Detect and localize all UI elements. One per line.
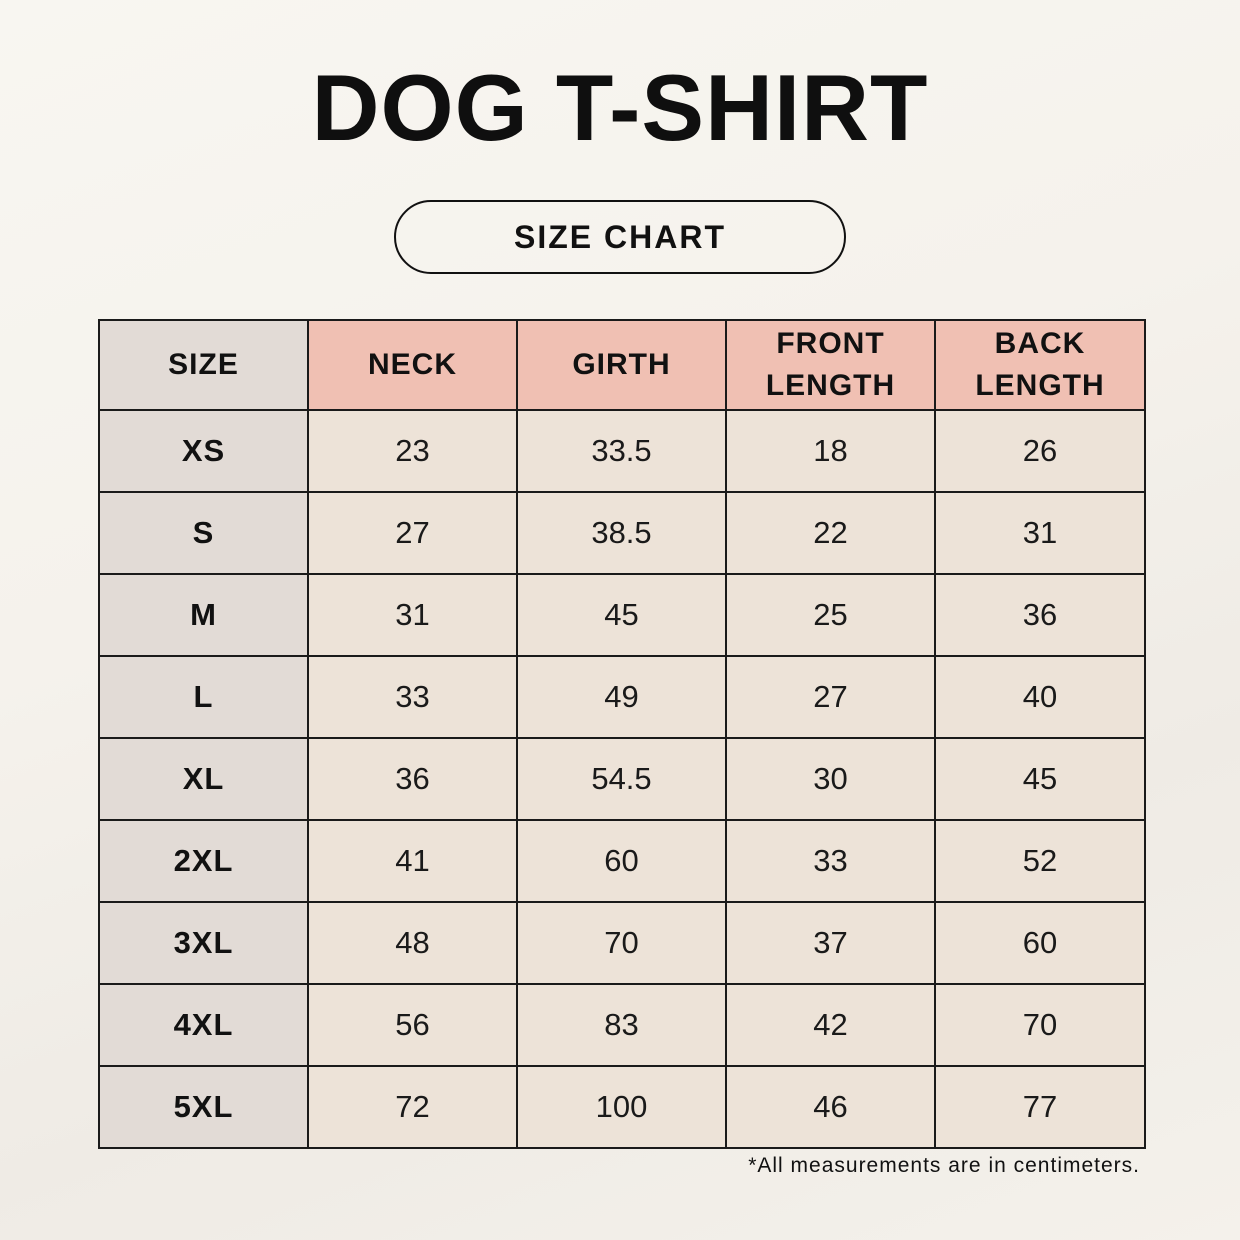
girth-cell: 54.5 bbox=[517, 738, 726, 820]
girth-cell: 83 bbox=[517, 984, 726, 1066]
neck-cell: 27 bbox=[308, 492, 517, 574]
header-label: LENGTH bbox=[975, 369, 1105, 402]
size-chart-badge: SIZE CHART bbox=[394, 200, 846, 274]
girth-cell: 33.5 bbox=[517, 410, 726, 492]
header-label: SIZE bbox=[168, 348, 239, 381]
neck-cell: 33 bbox=[308, 656, 517, 738]
header-label: BACK bbox=[994, 327, 1086, 360]
header-front-length bbox=[726, 320, 935, 410]
measurement-footnote: *All measurements are in centimeters. bbox=[748, 1154, 1140, 1177]
size-table bbox=[98, 319, 1146, 1149]
girth-cell: 60 bbox=[517, 820, 726, 902]
table-row bbox=[99, 984, 1145, 1066]
table-row bbox=[99, 738, 1145, 820]
header-label: FRONT bbox=[776, 327, 885, 360]
neck-cell: 56 bbox=[308, 984, 517, 1066]
table-row bbox=[99, 902, 1145, 984]
girth-cell: 100 bbox=[517, 1066, 726, 1148]
back-length-cell: 52 bbox=[935, 820, 1145, 902]
front-length-cell: 37 bbox=[726, 902, 935, 984]
page-title: DOG T-SHIRT bbox=[311, 55, 929, 160]
neck-cell: 36 bbox=[308, 738, 517, 820]
girth-cell: 49 bbox=[517, 656, 726, 738]
neck-cell: 23 bbox=[308, 410, 517, 492]
front-length-cell: 46 bbox=[726, 1066, 935, 1148]
front-length-cell: 42 bbox=[726, 984, 935, 1066]
front-length-cell: 30 bbox=[726, 738, 935, 820]
back-length-cell: 77 bbox=[935, 1066, 1145, 1148]
neck-cell: 41 bbox=[308, 820, 517, 902]
neck-cell: 48 bbox=[308, 902, 517, 984]
size-cell: XL bbox=[99, 738, 308, 820]
front-length-cell: 25 bbox=[726, 574, 935, 656]
front-length-cell: 33 bbox=[726, 820, 935, 902]
front-length-cell: 27 bbox=[726, 656, 935, 738]
size-cell: 3XL bbox=[99, 902, 308, 984]
back-length-cell: 70 bbox=[935, 984, 1145, 1066]
size-cell: XS bbox=[99, 410, 308, 492]
girth-cell: 38.5 bbox=[517, 492, 726, 574]
header-label: LENGTH bbox=[765, 369, 896, 402]
header-label: NECK bbox=[367, 348, 457, 381]
header-size bbox=[99, 320, 308, 410]
table-row bbox=[99, 1066, 1145, 1148]
back-length-cell: 40 bbox=[935, 656, 1145, 738]
back-length-cell: 31 bbox=[935, 492, 1145, 574]
girth-cell: 70 bbox=[517, 902, 726, 984]
size-cell: 5XL bbox=[99, 1066, 308, 1148]
header-neck bbox=[308, 320, 517, 410]
table-row bbox=[99, 492, 1145, 574]
size-cell: M bbox=[99, 574, 308, 656]
back-length-cell: 26 bbox=[935, 410, 1145, 492]
table-row bbox=[99, 656, 1145, 738]
table-body bbox=[99, 410, 1145, 1148]
back-length-cell: 60 bbox=[935, 902, 1145, 984]
table-row bbox=[99, 410, 1145, 492]
header-label: GIRTH bbox=[572, 348, 671, 381]
size-cell: L bbox=[99, 656, 308, 738]
header-back-length bbox=[935, 320, 1145, 410]
girth-cell: 45 bbox=[517, 574, 726, 656]
table-header-row bbox=[99, 320, 1145, 410]
size-cell: 4XL bbox=[99, 984, 308, 1066]
size-cell: S bbox=[99, 492, 308, 574]
header-girth bbox=[517, 320, 726, 410]
front-length-cell: 22 bbox=[726, 492, 935, 574]
table-row bbox=[99, 820, 1145, 902]
back-length-cell: 45 bbox=[935, 738, 1145, 820]
table-row bbox=[99, 574, 1145, 656]
back-length-cell: 36 bbox=[935, 574, 1145, 656]
neck-cell: 31 bbox=[308, 574, 517, 656]
neck-cell: 72 bbox=[308, 1066, 517, 1148]
size-cell: 2XL bbox=[99, 820, 308, 902]
front-length-cell: 18 bbox=[726, 410, 935, 492]
